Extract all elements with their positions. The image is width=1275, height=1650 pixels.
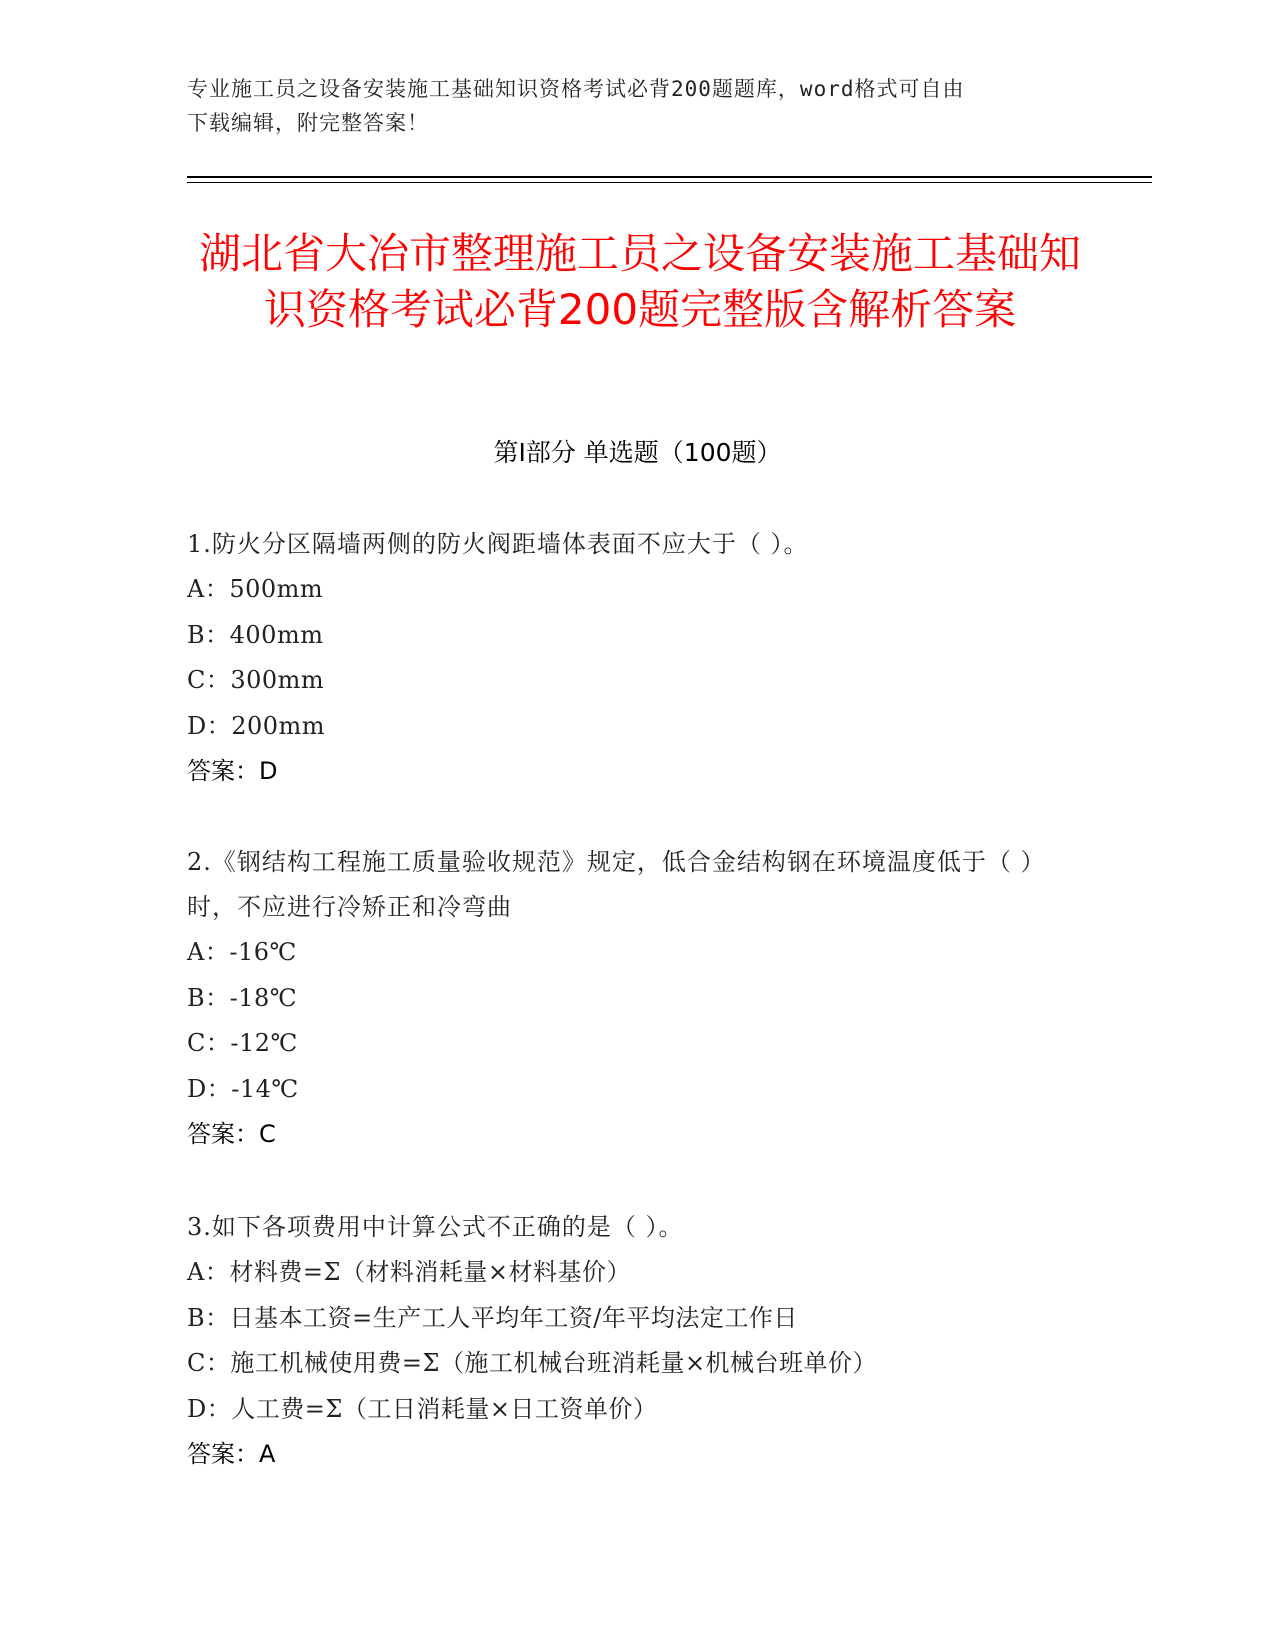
- answer: 答案：D: [187, 757, 278, 785]
- question-stem: 2.《钢结构工程施工质量验收规范》规定，低合金结构钢在环境温度低于（ ）时，不应进行冷矫正和冷弯曲: [187, 848, 1046, 921]
- question-2: [187, 840, 1087, 1157]
- option-b: B：日基本工资=生产工人平均年工资/年平均法定工作日: [187, 1303, 798, 1332]
- option-c: C：-12℃: [187, 1029, 298, 1057]
- option-a: A：-16℃: [187, 938, 297, 966]
- option-a: A：500mm: [187, 575, 324, 603]
- option-c: C：300mm: [187, 666, 325, 694]
- option-d: D：人工费=Σ（工日消耗量×日工资单价）: [187, 1394, 658, 1423]
- option-c: C：施工机械使用费=Σ（施工机械台班消耗量×机械台班单价）: [187, 1349, 878, 1377]
- answer: 答案：C: [187, 1120, 276, 1148]
- header-note-line1: 专业施工员之设备安装施工基础知识资格考试必背200题题库，word格式可自由: [187, 77, 965, 101]
- option-b: B：-18℃: [187, 983, 298, 1012]
- option-a: A：材料费=Σ（材料消耗量×材料基价）: [187, 1258, 632, 1286]
- header-note: [187, 72, 1067, 140]
- header-note-line2: 下载编辑，附完整答案！: [187, 111, 429, 135]
- option-d: D：200mm: [187, 711, 326, 740]
- header-divider-thick: [187, 176, 1152, 178]
- document-title: 湖北省大冶市整理施工员之设备安装施工基础知识资格考试必背200题完整版含解析答案: [198, 229, 1081, 334]
- option-b: B：400mm: [187, 620, 324, 649]
- option-d: D：-14℃: [187, 1074, 299, 1103]
- header-divider-thin: [187, 182, 1152, 183]
- question-3: [187, 1205, 1087, 1477]
- question-stem: 1.防火分区隔墙两侧的防火阀距墙体表面不应大于（ ）。: [187, 530, 809, 558]
- section-title: 第Ⅰ部分 单选题（100题）: [493, 438, 782, 467]
- answer: 答案：A: [187, 1440, 276, 1468]
- question-1: [187, 522, 1087, 794]
- question-stem: 3.如下各项费用中计算公式不正确的是（ ）。: [187, 1213, 684, 1241]
